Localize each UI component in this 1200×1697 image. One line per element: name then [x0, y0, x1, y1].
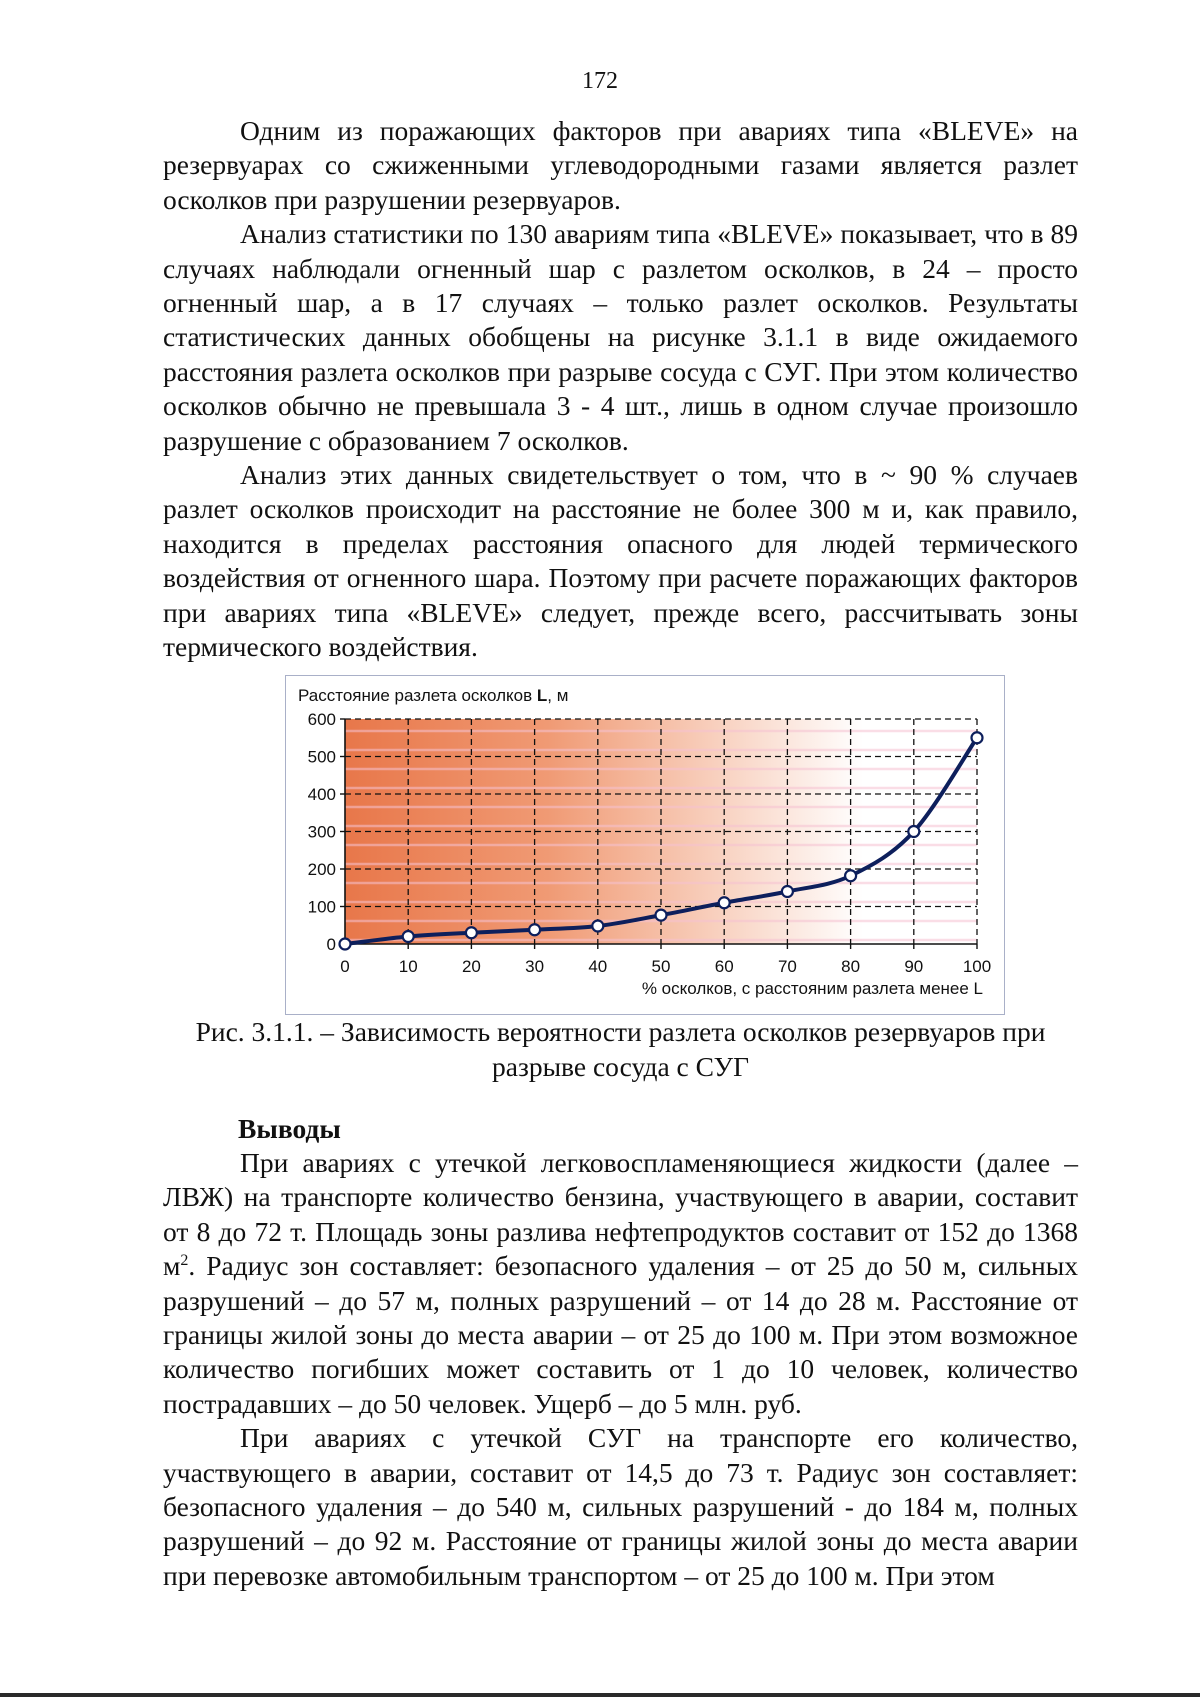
x-tick-label: 10	[398, 957, 418, 976]
data-point	[908, 826, 919, 837]
paragraph: Анализ этих данных свидетельствует о том, что в ~ 90 % случаев разлет осколков происходит на расстояние не более 300 м и, как правило, находится в пределах расстояния опасного для людей термического воздействия от огненного шара. Поэтому при расчете поражающих факторов при авариях типа «BLEVE» следует, прежде всего, рассчитывать зоны термического воздействия.	[163, 459, 1078, 663]
figure-chart	[285, 675, 1005, 1015]
body-text-bottom	[163, 1146, 1078, 1593]
y-tick-label: 600	[307, 710, 336, 729]
paragraph: При авариях с утечкой СУГ на транспорте его количество, участвующего в аварии, составит от 14,5 до 73 т. Радиус зон составляет: безопасного удаления – до 540 м, сильных разрушений - до 184 м, полных разрушений – до 92 м. Расстояние от границы жилой зоны до места аварии при перевозке автомобильным транспортом – от 25 до 100 м. При этом	[163, 1422, 1078, 1591]
chart-title-prefix: Расстояние разлета осколков	[298, 686, 537, 705]
data-point	[403, 931, 414, 942]
data-point	[972, 732, 983, 743]
paragraph-part: . Радиус зон составляет: безопасного удаления – от 25 до 50 м, сильных разрушений – до 57 м, полных разрушений – от 14 до 28 м. Расстояние от границы жилой зоны до места аварии – от 25 до 100 м. При этом возможное количество погибших может составить от 1 до 10 человек, количество пострадавших – до 50 человек. Ущерб – до 5 млн. руб.	[163, 1250, 1078, 1419]
body-text-top	[163, 114, 1078, 665]
chart-title-symbol: L	[536, 686, 548, 705]
caption-line-2: разрыве сосуда с СУГ	[492, 1050, 749, 1082]
figure-caption	[163, 1015, 1078, 1084]
x-tick-label: 20	[461, 957, 481, 976]
y-tick-label: 300	[307, 822, 336, 842]
x-tick-label: 40	[588, 957, 608, 976]
x-tick-label: 70	[777, 957, 797, 976]
chart-title	[298, 686, 568, 706]
data-point	[656, 910, 667, 921]
x-tick-label: 50	[651, 957, 671, 976]
data-point	[529, 924, 540, 935]
paragraph: Анализ статистики по 130 авариям типа «BLEVE» показывает, что в 89 случаях наблюдали огненный шар с разлетом осколков, в 24 – просто огненный шар, а в 17 случаях – только разлет осколков. Результаты статистических данных обобщены на рисунке 3.1.1 в виде ожидаемого расстояния разлета осколков при разрыве сосуда с СУГ. При этом количество осколков обычно не превышала 3 - 4 шт., лишь в одном случае произошло разрушение с образованием 7 осколков.	[163, 218, 1078, 456]
x-tick-label: 100	[962, 957, 992, 976]
x-tick-label: 60	[714, 957, 734, 976]
x-tick-label: 80	[841, 957, 861, 976]
y-tick-label: 200	[307, 860, 336, 879]
data-point	[340, 939, 351, 950]
paragraph: Одним из поражающих факторов при авариях типа «BLEVE» на резервуарах со сжиженными углеводородными газами является разлет осколков при разрушении резервуаров.	[163, 115, 1078, 215]
y-tick-label: 0	[326, 935, 336, 954]
data-point	[719, 897, 730, 908]
data-point	[782, 886, 793, 897]
data-point	[592, 921, 603, 932]
chart-title-suffix: , м	[547, 686, 569, 705]
paragraph-part: При авариях с утечкой легковоспламеняющиеся жидкости (далее – ЛВЖ) на транспорте количество бензина, участвующего в аварии, составит от 8 до 72 т. Площадь зоны разлива нефтепродуктов составит от 152 до 1368 м	[163, 1147, 1078, 1282]
superscript: 2	[180, 1252, 189, 1270]
y-tick-label: 500	[307, 747, 336, 767]
y-tick-label: 400	[307, 785, 336, 804]
page-number: 172	[582, 68, 618, 94]
y-tick-labels	[308, 710, 345, 954]
data-point	[845, 870, 856, 881]
section-heading: Выводы	[238, 1113, 341, 1144]
x-tick-label: 90	[904, 957, 924, 976]
chart-canvas	[286, 676, 1004, 1014]
paragraph	[163, 1146, 1078, 1421]
x-tick-labels	[340, 944, 991, 976]
x-tick-label: 0	[340, 957, 350, 976]
y-tick-label: 100	[307, 897, 336, 917]
x-tick-label: 30	[525, 957, 545, 976]
x-axis-label: % осколков, с расстояним разлета менее L	[641, 979, 983, 998]
scan-edge	[0, 1693, 1200, 1697]
caption-line-1: Рис. 3.1.1. – Зависимость вероятности разлета осколков резервуаров при	[195, 1016, 1046, 1047]
data-point	[466, 927, 477, 938]
